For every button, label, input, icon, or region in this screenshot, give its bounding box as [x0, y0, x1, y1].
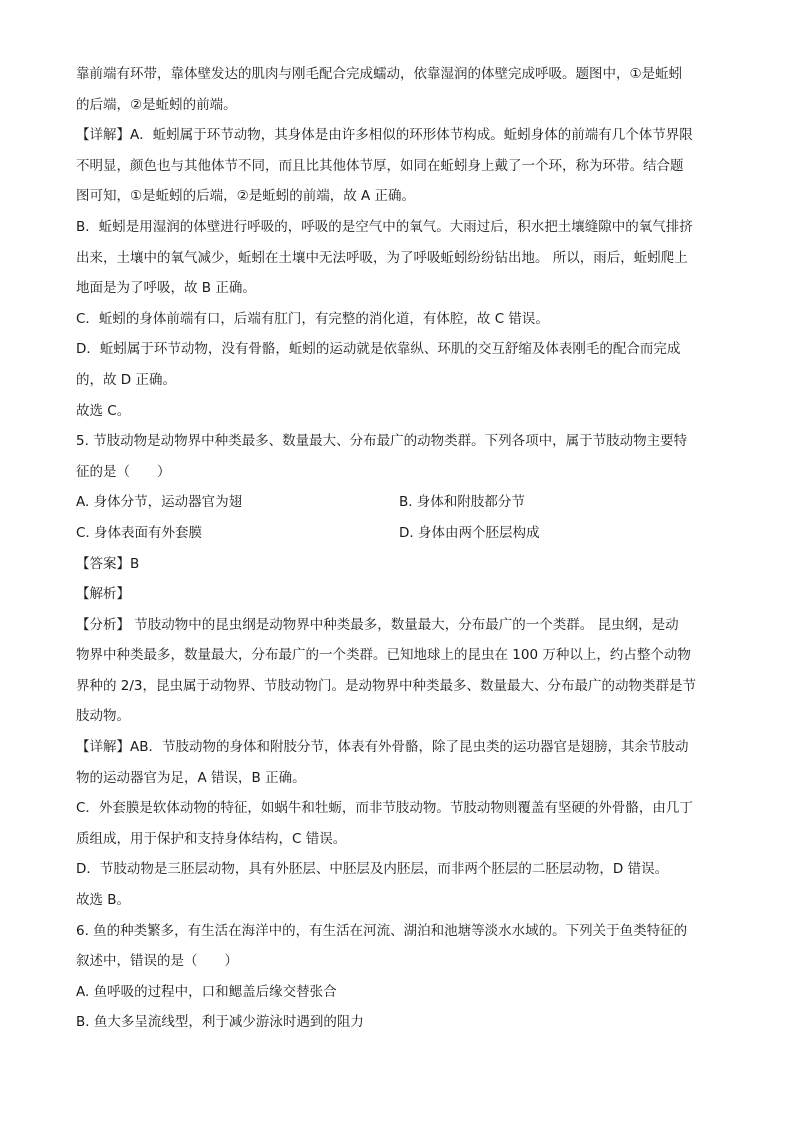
text-line: 图可知，①是蚯蚓的后端，②是蚯蚓的前端，故 A 正确。 — [76, 188, 416, 205]
text-line: D．蚯蚓属于环节动物，没有骨骼，蚯蚓的运动就是依靠纵、环肌的交互舒缩及体表刚毛的配合而完成 — [76, 341, 681, 358]
text-line: 的后端，②是蚯蚓的前端。 — [76, 96, 237, 113]
text-line: 故选 B。 — [76, 892, 131, 909]
question-5-stem: 征的是（ ） — [76, 463, 171, 480]
analysis-label: 【解析】 — [76, 586, 130, 603]
text-line: 出来，土壤中的氧气减少，蚯蚓在土壤中无法呼吸，为了呼吸蚯蚓纷纷钻出地。 所以，雨后，蚯蚓爬上 — [76, 249, 688, 266]
option-d: D. 身体由两个胚层构成 — [399, 524, 540, 541]
text-line: C．外套膜是软体动物的特征，如蜗牛和牡蛎，而非节肢动物。节肢动物则覆盖有坚硬的外骨骼，由几丁 — [76, 800, 693, 817]
question-5-options-row-2 — [76, 518, 716, 549]
text-line: 物界中种类最多，数量最大，分布最广的一个类群。已知地球上的昆虫在 100 万种以上，约占整个动物 — [76, 647, 691, 664]
answer-label: 【答案】B — [76, 555, 140, 572]
question-6-stem: 叙述中，错误的是（ ） — [76, 953, 238, 970]
option-c: C. 身体表面有外套膜 — [76, 524, 203, 541]
question-5-options-row-1 — [76, 487, 716, 518]
text-line: 不明显，颜色也与其他体节不同，而且比其他体节厚，如同在蚯蚓身上戴了一个环，称为环带。结合题 — [76, 157, 684, 174]
text-line: 【详解】AB．节肢动物的身体和附肢分节，体表有外骨骼，除了昆虫类的运功器官是翅膀，其余节肢动 — [76, 739, 689, 756]
text-line: 故选 C。 — [76, 402, 131, 419]
text-line: 界种的 2/3，昆虫属于动物界、节肢动物门。是动物界中种类最多、数量最大、分布最广的动物类群是节 — [76, 677, 697, 694]
question-6-stem: 6. 鱼的种类繁多，有生活在海洋中的，有生活在河流、湖泊和池塘等淡水水域的。下列关于鱼类特征的 — [76, 922, 688, 939]
option-a: A. 身体分节，运动器官为翅 — [76, 494, 243, 511]
text-line: 地面是为了呼吸，故 B 正确。 — [76, 280, 256, 297]
text-line: D．节肢动物是三胚层动物，具有外胚层、中胚层及内胚层，而非两个胚层的二胚层动物，D 错误。 — [76, 861, 669, 878]
text-line: 【详解】A．蚯蚓属于环节动物，其身体是由许多相似的环形体节构成。蚯蚓身体的前端有几个体节界限 — [76, 127, 693, 144]
question-6-option-a: A. 鱼呼吸的过程中，口和鳃盖后缘交替张合 — [76, 983, 337, 1000]
option-b: B. 身体和附肢都分节 — [399, 494, 525, 511]
question-5-stem: 5. 节肢动物是动物界中种类最多、数量最大、分布最广的动物类群。下列各项中，属于节肢动物主要特 — [76, 433, 688, 450]
text-line: 【分析】 节肢动物中的昆虫纲是动物界中种类最多，数量最大，分布最广的一个类群。 昆虫纲，是动 — [76, 616, 679, 633]
text-line: 肢动物。 — [76, 708, 130, 725]
text-line: 靠前端有环带，靠体壁发达的肌肉与刚毛配合完成蠕动，依靠湿润的体壁完成呼吸。题图中，①是蚯蚓 — [76, 66, 683, 82]
text-line: B．蚯蚓是用湿润的体壁进行呼吸的，呼吸的是空气中的氧气。大雨过后，积水把土壤缝隙中的氧气排挤 — [76, 218, 693, 235]
text-line: C．蚯蚓的身体前端有口，后端有肛门，有完整的消化道，有体腔，故 C 错误。 — [76, 310, 549, 327]
document-page — [76, 59, 716, 1038]
text-line: 物的运动器官为足，A 错误，B 正确。 — [76, 769, 306, 786]
text-line: 质组成，用于保护和支持身体结构，C 错误。 — [76, 830, 347, 847]
question-6-option-b: B. 鱼大多呈流线型，利于减少游泳时遇到的阻力 — [76, 1014, 364, 1031]
text-line: 的，故 D 正确。 — [76, 371, 176, 388]
